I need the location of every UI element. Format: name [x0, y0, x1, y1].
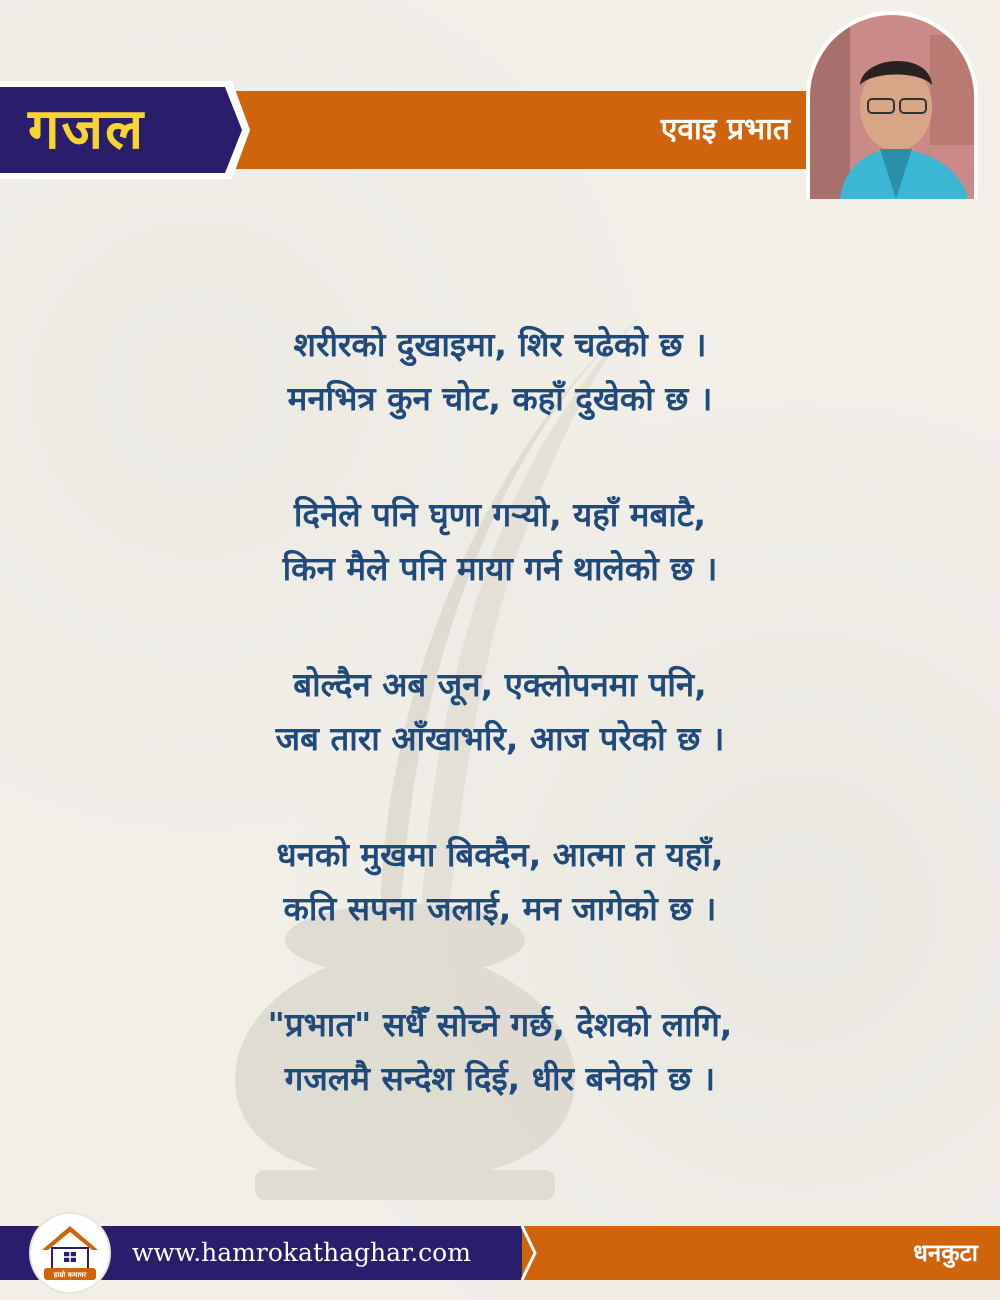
couplet: [150, 318, 850, 426]
poem-body: [150, 318, 850, 1098]
poem-line: कति सपना जलाई, मन जागेको छ ।: [283, 889, 717, 928]
poem-line: जब तारा आँखाभरि, आज परेको छ ।: [275, 719, 725, 758]
page-title: गजल: [28, 97, 146, 162]
poem-line: शरीरको दुखाइमा, शिर चढेको छ ।: [293, 325, 707, 364]
poem-line: "प्रभात" सधैँ सोच्ने गर्छ, देशको लागि,: [267, 1005, 733, 1044]
poem-line: मनभित्र कुन चोट, कहाँ दुखेको छ ।: [287, 379, 713, 418]
couplet: [150, 488, 850, 596]
site-logo[interactable]: [29, 1212, 111, 1294]
logo-text: हाम्रो कथाघर: [53, 1271, 87, 1279]
couplet: [150, 998, 850, 1106]
location-label: धनकुटा: [913, 1239, 978, 1267]
house-logo-icon: [38, 1222, 102, 1284]
poem-line: बोल्दैन अब जून, एक्लोपनमा पनि,: [293, 665, 707, 704]
couplet: [150, 658, 850, 766]
website-link[interactable]: www.hamrokathaghar.com: [132, 1238, 471, 1267]
author-name: एवाइ प्रभात: [660, 112, 790, 147]
poem-line: धनको मुखमा बिक्दैन, आत्मा त यहाँ,: [276, 835, 724, 874]
poem-line: गजलमै सन्देश दिई, धीर बनेको छ ।: [284, 1059, 716, 1098]
couplet: [150, 828, 850, 936]
author-photo: [810, 15, 974, 199]
poem-line: किन मैले पनि माया गर्न थालेको छ ।: [282, 549, 718, 588]
poem-line: दिनेले पनि घृणा गऱ्यो, यहाँ मबाटै,: [293, 495, 707, 534]
author-photo-frame: [806, 11, 978, 199]
